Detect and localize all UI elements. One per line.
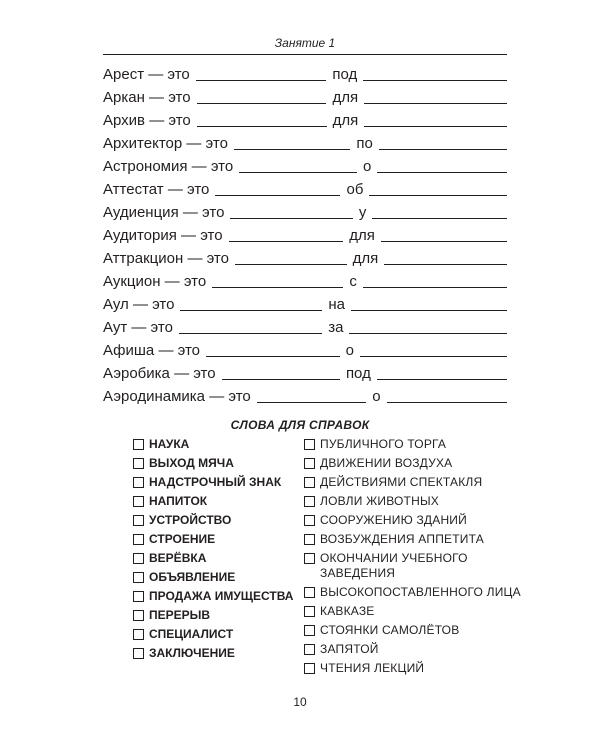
definition-blank[interactable] [180,296,322,311]
checkbox[interactable] [133,496,144,507]
completion-blank[interactable] [351,296,507,311]
reference-word: НАУКА [133,437,303,452]
checkbox[interactable] [133,553,144,564]
completion-blank[interactable] [372,204,507,219]
exercise-row [103,152,507,175]
preposition: по [356,135,373,152]
reference-word: ПРОДАЖА ИМУЩЕСТВА [133,589,303,604]
definition-blank[interactable] [197,89,327,104]
checkbox[interactable] [304,515,315,526]
reference-word: ВЕРЁВКА [133,551,303,566]
reference-phrase: СТОЯНКИ САМОЛЁТОВ [304,623,534,638]
term-label: Аул — это [103,296,175,313]
reference-phrase: СООРУЖЕНИЮ ЗДАНИЙ [304,513,534,528]
checkbox[interactable] [133,610,144,621]
completion-blank[interactable] [384,250,507,265]
definition-blank[interactable] [212,273,343,288]
reference-word: ЗАКЛЮЧЕНИЕ [133,646,303,661]
reference-phrases-column [304,437,534,680]
checkbox[interactable] [133,629,144,640]
reference-word: СПЕЦИАЛИСТ [133,627,303,642]
term-label: Аут — это [103,319,173,336]
definition-blank[interactable] [239,158,357,173]
lesson-title: Занятие 1 [274,36,336,50]
exercise-row [103,129,507,152]
term-label: Аэродинамика — это [103,388,251,405]
definition-blank[interactable] [222,365,340,380]
preposition: для [332,112,359,129]
term-label: Аттракцион — это [103,250,229,267]
completion-blank[interactable] [363,66,507,81]
term-label: Архитектор — это [103,135,228,152]
checkbox[interactable] [304,587,315,598]
checkbox[interactable] [133,534,144,545]
preposition: о [345,342,354,359]
exercise-row [103,382,507,405]
exercise-row [103,336,507,359]
preposition: у [358,204,367,221]
checkbox[interactable] [304,663,315,674]
page-header [103,34,507,55]
preposition: для [349,227,375,244]
preposition: о [363,158,372,175]
preposition: на [328,296,345,313]
completion-blank[interactable] [349,319,507,334]
reference-phrase: ПУБЛИЧНОГО ТОРГА [304,437,534,452]
term-label: Аудитория — это [103,227,223,244]
reference-phrase: ВОЗБУЖДЕНИЯ АППЕТИТА [304,532,534,547]
exercise-row [103,290,507,313]
term-label: Архив — это [103,112,191,129]
completion-blank[interactable] [369,181,507,196]
exercise-row [103,60,507,83]
checkbox[interactable] [304,477,315,488]
checkbox[interactable] [304,534,315,545]
reference-words-column [133,437,303,665]
reference-word: ВЫХОД МЯЧА [133,456,303,471]
preposition: под [332,66,358,83]
reference-phrase: ЧТЕНИЯ ЛЕКЦИЙ [304,661,534,676]
term-label: Аукцион — это [103,273,207,290]
term-label: Аэробика — это [103,365,216,382]
exercise-row [103,359,507,382]
reference-phrase: ЛОВЛИ ЖИВОТНЫХ [304,494,534,509]
checkbox[interactable] [133,591,144,602]
completion-blank[interactable] [363,273,507,288]
checkbox[interactable] [304,496,315,507]
definition-blank[interactable] [206,342,340,357]
completion-blank[interactable] [364,112,507,127]
checkbox[interactable] [133,515,144,526]
completion-blank[interactable] [387,388,507,403]
checkbox[interactable] [133,439,144,450]
definition-blank[interactable] [230,204,352,219]
term-label: Аркан — это [103,89,191,106]
preposition: об [346,181,364,198]
checkbox[interactable] [304,458,315,469]
preposition: для [352,250,379,267]
exercise-row [103,175,507,198]
reference-word: ПЕРЕРЫВ [133,608,303,623]
exercise-row [103,83,507,106]
checkbox[interactable] [133,477,144,488]
exercise-row [103,313,507,336]
completion-blank[interactable] [381,227,507,242]
exercise-row [103,244,507,267]
definition-blank[interactable] [235,250,347,265]
checkbox[interactable] [133,648,144,659]
term-label: Аудиенция — это [103,204,225,221]
preposition: под [345,365,371,382]
checkbox[interactable] [304,644,315,655]
reference-word: СТРОЕНИЕ [133,532,303,547]
preposition: за [328,319,344,336]
exercise-row [103,198,507,221]
definition-blank[interactable] [229,227,344,242]
definition-blank[interactable] [215,181,340,196]
reference-title: СЛОВА ДЛЯ СПРАВОК [230,418,370,432]
checkbox[interactable] [133,572,144,583]
preposition: с [349,273,357,290]
preposition: для [332,89,359,106]
reference-phrase: ДВИЖЕНИИ ВОЗДУХА [304,456,534,471]
reference-phrase: КАВКАЗЕ [304,604,534,619]
completion-blank[interactable] [379,135,507,150]
page-number: 10 [293,695,307,709]
checkbox[interactable] [304,625,315,636]
reference-phrase: ОКОНЧАНИИ УЧЕБНОГО ЗАВЕДЕНИЯ [304,551,534,581]
reference-word: ОБЪЯВЛЕНИЕ [133,570,303,585]
exercise-row [103,221,507,244]
term-label: Астрономия — это [103,158,234,175]
completion-blank[interactable] [360,342,507,357]
completion-blank[interactable] [364,89,507,104]
preposition: о [372,388,381,405]
checkbox[interactable] [304,439,315,450]
term-label: Афиша — это [103,342,200,359]
reference-word: НАПИТОК [133,494,303,509]
definition-blank[interactable] [196,66,327,81]
definition-blank[interactable] [257,388,366,403]
reference-phrase: ЗАПЯТОЙ [304,642,534,657]
checkbox[interactable] [133,458,144,469]
checkbox[interactable] [304,606,315,617]
term-label: Аттестат — это [103,181,210,198]
exercise-list [103,60,507,405]
reference-phrase: ДЕЙСТВИЯМИ СПЕКТАКЛЯ [304,475,534,490]
definition-blank[interactable] [197,112,327,127]
definition-blank[interactable] [179,319,322,334]
checkbox[interactable] [304,553,315,564]
exercise-row [103,106,507,129]
exercise-row [103,267,507,290]
completion-blank[interactable] [377,365,507,380]
reference-word: УСТРОЙСТВО [133,513,303,528]
reference-phrase: ВЫСОКОПОСТАВЛЕННОГО ЛИЦА [304,585,534,600]
reference-word: НАДСТРОЧНЫЙ ЗНАК [133,475,303,490]
definition-blank[interactable] [234,135,350,150]
completion-blank[interactable] [377,158,507,173]
term-label: Арест — это [103,66,190,83]
